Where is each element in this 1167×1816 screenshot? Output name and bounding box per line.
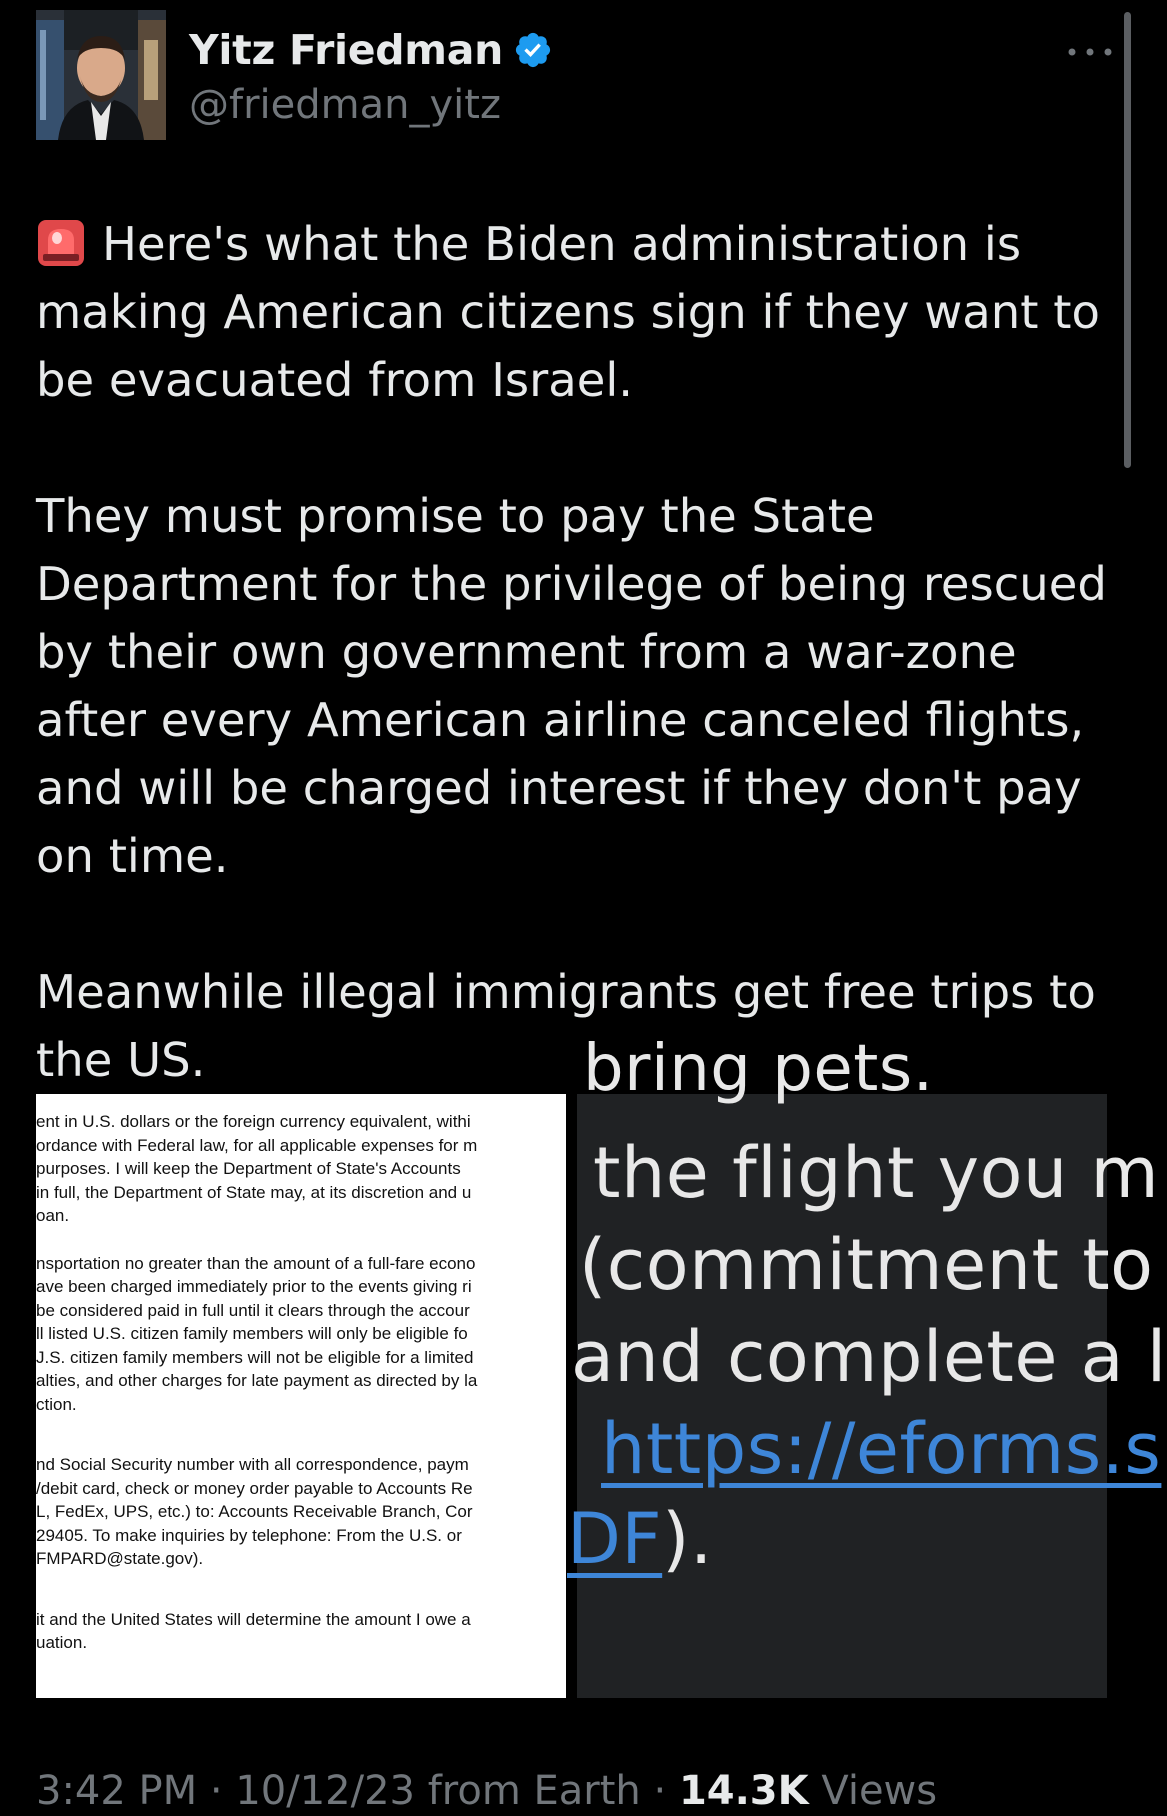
document-line: L, FedEx, UPS, etc.) to: Accounts Receivable Branch, Cor [36,1502,473,1521]
media-grid [36,1032,1167,1698]
tweet-text [36,210,1121,1094]
tweet-footer [36,1768,937,1814]
tweet-header [36,10,1126,140]
tweet-source: from Earth [427,1768,641,1814]
document-line: ave been charged immediately prior to the events giving ri [36,1277,472,1296]
document-paragraph-3 [36,1453,477,1571]
media-image-document[interactable] [36,1094,566,1698]
tweet-paragraph-2: They must promise to pay the State Department for the privilege of being rescued by their own government from a war-zone after every American airline canceled flights, and will be charged interest if they don't pay on time. [36,489,1107,883]
document-line: FMPARD@state.gov). [36,1549,204,1568]
photo-line-end: ). [662,1498,713,1580]
document-line: ordance with Federal law, for all applicable expenses for m [36,1135,478,1155]
document-line: it and the United States will determine the amount I owe a [36,1609,471,1629]
document-paragraph-1 [36,1110,477,1228]
document-paragraph-2 [36,1252,477,1417]
views-label: Views [821,1768,938,1814]
tweet-time[interactable]: 3:42 PM [36,1768,198,1814]
document-line: nsportation no greater than the amount of a full-fare econo [36,1253,476,1273]
photo-link-tail: DF [567,1498,663,1580]
verified-badge-icon [513,30,553,70]
document-line: uation. [36,1633,88,1652]
document-line: nd Social Security number with all correspondence, paym [36,1455,469,1474]
tweet-paragraph-1-text: Here's what the Biden administration is making American citizens sign if they want to be evacuated from Israel. [36,217,1100,407]
document-line: in full, the Department of State may, at its discretion and u [36,1182,472,1202]
photo-line-1: the flight you m [593,1132,1160,1214]
tweet-paragraph-1 [36,210,1121,414]
separator: · [653,1768,667,1814]
document-line: oan. [36,1206,70,1225]
media-image-photo[interactable] [567,1032,1167,1698]
document-gap [36,1228,477,1252]
document-line: purposes. I will keep the Department of State's Accounts [36,1159,461,1178]
photo-line-3: and complete a l [571,1316,1167,1398]
photo-line-2: (commitment to [579,1224,1154,1306]
separator: · [209,1768,223,1814]
photo-line-top: bring pets. [583,1032,934,1106]
handle[interactable]: @friedman_yitz [189,82,501,128]
document-text [36,1110,477,1655]
document-line: ll listed U.S. citizen family members will only be eligible fo [36,1324,468,1343]
document-line: J.S. citizen family members will not be eligible for a limited [36,1347,474,1367]
avatar[interactable] [36,10,166,140]
display-name[interactable]: Yitz Friedman [189,26,503,74]
document-line: 29405. To make inquiries by telephone: From the U.S. or [36,1525,462,1545]
document-line: /debit card, check or money order payable to Accounts Re [36,1478,473,1498]
tweet-date[interactable]: 10/12/23 [235,1768,415,1814]
document-line: ent in U.S. dollars or the foreign currency equivalent, withi [36,1112,471,1131]
document-line: be considered paid in full until it clears through the accour [36,1300,470,1320]
tweet-paragraph-3: Meanwhile illegal immigrants get free trips to the US. [36,965,1096,1087]
document-line: alties, and other charges for late payment as directed by la [36,1371,478,1390]
profile-photo [36,10,166,140]
document-paragraph-4 [36,1608,477,1655]
document-line: ction. [36,1394,77,1414]
more-options-icon[interactable] [1060,32,1120,72]
police-siren-icon [36,218,86,268]
photo-link: https://eforms.s [601,1408,1162,1490]
views-count[interactable]: 14.3K [678,1768,809,1814]
